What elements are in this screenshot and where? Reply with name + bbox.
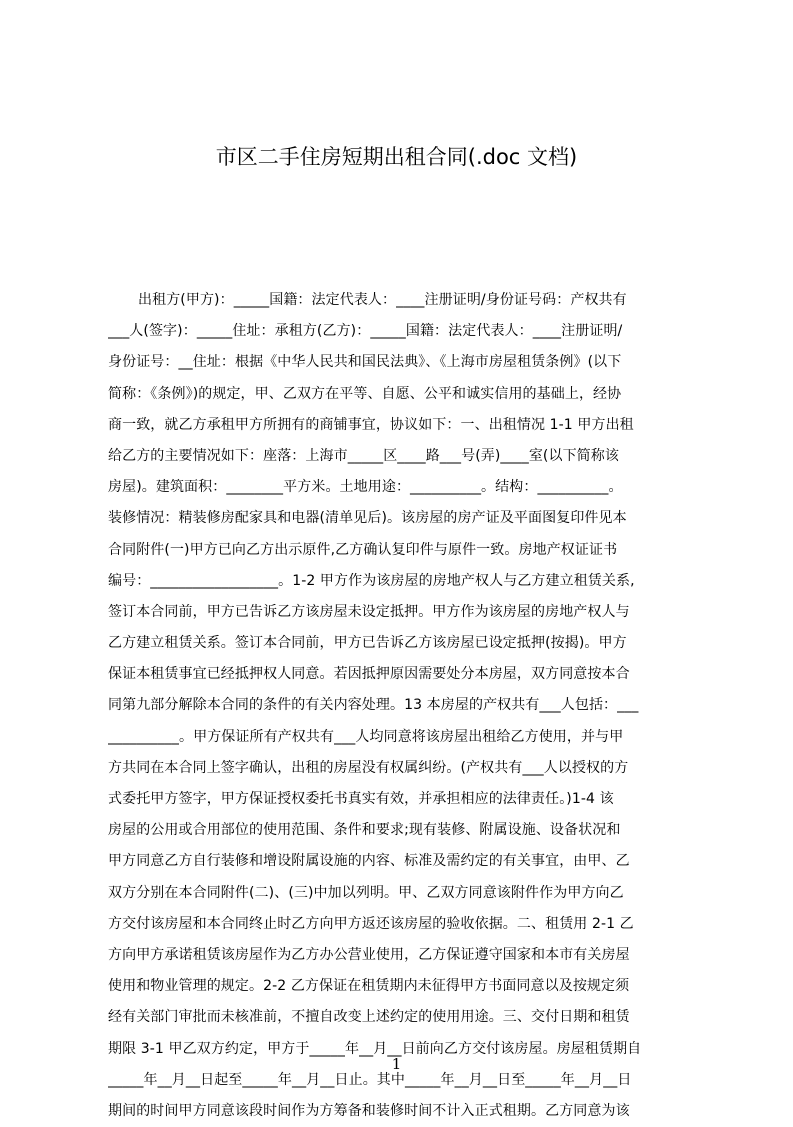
body-line: 商一致，就乙方承租甲方所拥有的商铺事宜，协议如下：一、出租情况 1-1 甲方出租 xyxy=(108,416,634,433)
body-line: 身份证号：__住址：根据《中华人民共和国民法典》、《上海市房屋租赁条例》(以下 xyxy=(108,354,622,371)
body-line: 式委托甲方签字，甲方保证授权委托书真实有效，并承担相应的法律责任。)1-4 该 xyxy=(108,791,614,807)
body-line: 方交付该房屋和本合同终止时乙方向甲方返还该房屋的验收依据。二、租赁用 2-1 乙 xyxy=(108,915,634,932)
body-line: 给乙方的主要情况如下：座落：上海市_____区____路___号(弄)____室(以下简称该 xyxy=(108,447,619,464)
body-line: 乙方建立租赁关系。签订本合同前，甲方已告诉乙方该房屋已设定抵押(按揭)。甲方 xyxy=(108,635,627,652)
body-line: 出租方(甲方)：_____国籍：法定代表人：____注册证明/身份证号码：产权共有 xyxy=(138,292,627,308)
body-line: ___人(签字)：_____住址：承租方(乙方)：_____国籍：法定代表人：____注册证明/ xyxy=(108,323,623,340)
body-line: 方共同在本合同上签字确认，出租的房屋没有权属纠纷。(产权共有___人以授权的方 xyxy=(108,759,629,776)
body-line: 编号：__________________。1-2 甲方作为该房屋的房地产权人与乙方建立租赁关系, xyxy=(108,572,635,589)
body-line: 使用和物业管理的规定。2-2 乙方保证在租赁期内未征得甲方书面同意以及按规定须 xyxy=(108,978,630,995)
body-line: 期限 3-1 甲乙双方约定，甲方于_____年__月__日前向乙方交付该房屋。房屋租赁期自 xyxy=(108,1040,642,1057)
body-line: 方向甲方承诺租赁该房屋作为乙方办公营业使用，乙方保证遵守国家和本市有关房屋 xyxy=(108,946,630,963)
body-line: 房屋)。建筑面积：________平方米。土地用途：__________。结构：__________。 xyxy=(108,479,623,496)
body-line: 简称：《条例》)的规定，甲、乙双方在平等、自愿、公平和诚实信用的基础上，经协 xyxy=(108,385,622,402)
body-line: 合同附件(一)甲方已向乙方出示原件,乙方确认复印件与原件一致。房地产权证证书 xyxy=(108,541,618,558)
body-line: 同第九部分解除本合同的条件的有关内容处理。13 本房屋的产权共有___人包括：___ xyxy=(108,697,639,714)
contract-body xyxy=(108,285,698,1127)
body-line: 甲方同意乙方自行装修和增设附属设施的内容、标准及需约定的有关事宜，由甲、乙 xyxy=(108,853,630,870)
body-line: 期间的时间甲方同意该段时间作为方筹备和装修时间不计入正式租期。乙方同意为该 xyxy=(108,1102,630,1119)
body-line: 双方分别在本合同附件(二)、(三)中加以列明。甲、乙双方同意该附件作为甲方向乙 xyxy=(108,884,624,901)
body-line: _____年__月__日起至_____年__月__日止。其中_____年__月__日至_____年__月__日 xyxy=(108,1071,632,1088)
page-number: 1 xyxy=(391,1055,402,1073)
body-line: 装修情况：精装修房配家具和电器(清单见后)。该房屋的房产证及平面图复印件见本 xyxy=(108,510,627,527)
body-line: 经有关部门审批而未核准前，不擅自改变上述约定的使用用途。三、交付日期和租赁 xyxy=(108,1009,630,1026)
body-line: __________。甲方保证所有产权共有___人均同意将该房屋出租给乙方使用，并与甲 xyxy=(108,728,624,745)
body-line: 房屋的公用或合用部位的使用范围、条件和要求;现有装修、附属设施、设备状况和 xyxy=(108,822,621,839)
body-line: 签订本合同前，甲方已告诉乙方该房屋未设定抵押。甲方作为该房屋的房地产权人与 xyxy=(108,603,630,620)
document-title: 市区二手住房短期出租合同(.doc 文档) xyxy=(215,145,578,169)
body-line: 保证本租赁事宜已经抵押权人同意。若因抵押原因需要处分本房屋，双方同意按本合 xyxy=(108,666,630,683)
